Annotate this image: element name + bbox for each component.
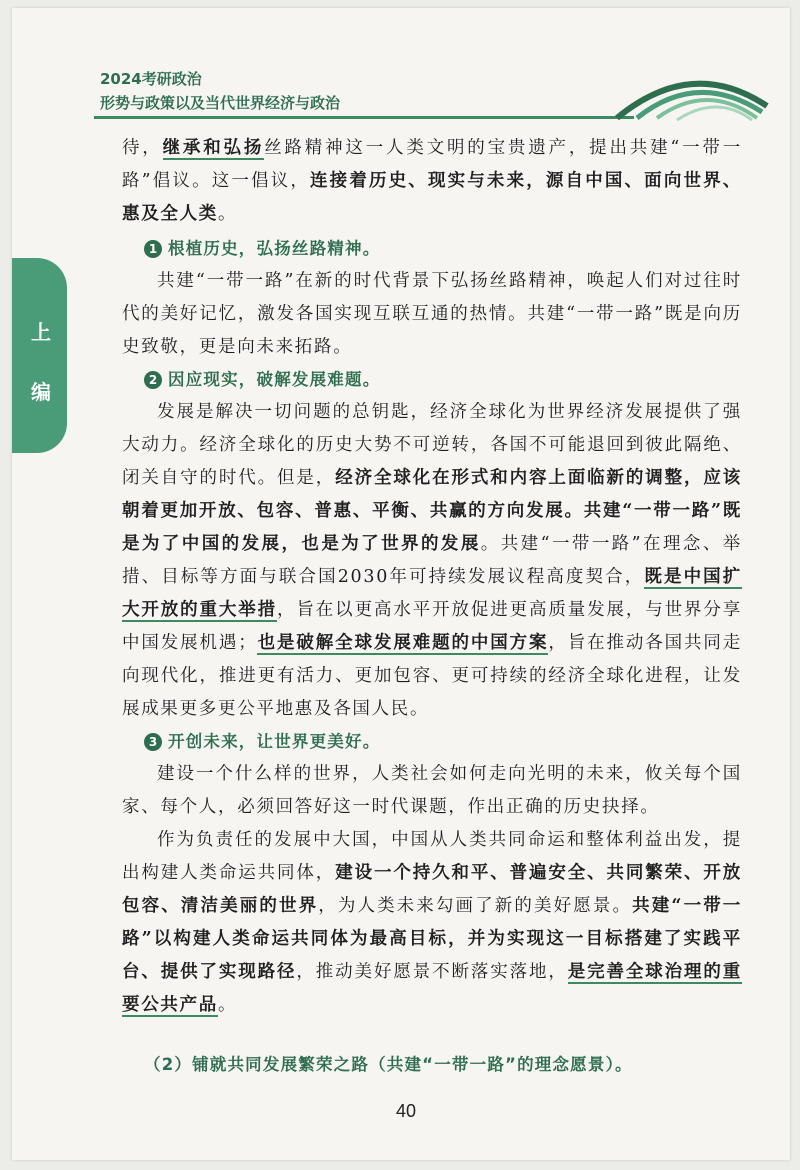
- header-title-line2: 形势与政策以及当代世界经济与政治: [100, 94, 341, 112]
- header-title-line1: 2024考研政治: [100, 70, 202, 88]
- heading-text: 开创未来，让世界更美好。: [168, 732, 381, 751]
- running-header: [82, 66, 762, 122]
- side-section-tab: [12, 258, 67, 453]
- emphasis-run: 也是破解全球发展难题的中国方案: [257, 633, 549, 653]
- section-item-3: [122, 725, 742, 1022]
- text-run: 待，: [122, 138, 163, 158]
- section-item-2: [122, 363, 742, 726]
- item-heading-3: [122, 725, 742, 758]
- item-paragraph-3: 建设一个什么样的世界，人类社会如何走向光明的未来，攸关每个国家、每个人，必须回答好这一时代课题，作出正确的历史抉择。: [122, 764, 742, 817]
- section-item-1: [122, 232, 742, 364]
- heading-text: 根植历史，弘扬丝路精神。: [168, 239, 381, 258]
- emphasis-run: 建设一个持久和平、普遍安全、共同繁荣、开放包容、清洁美丽的世界: [122, 863, 742, 916]
- item-paragraph-4: [122, 824, 742, 1022]
- emphasis-run: 既是中国扩大开放的重大举措: [122, 567, 742, 620]
- section-2-heading: （2）铺就共同发展繁荣之路（共建“一带一路”的理念愿景）。: [144, 1055, 633, 1074]
- text-run: 。: [218, 995, 238, 1015]
- item-heading-2: [122, 363, 742, 396]
- side-tab-char-1: 上: [31, 320, 51, 344]
- text-run: ，旨在以更高水平开放促进更高质量发展，与世界分享中国发展机遇；: [122, 600, 742, 653]
- text-run: 。: [218, 204, 238, 224]
- text-run: 发展是解决一切问题的总钥匙，经济全球化为世界经济发展提供了强大动力。经济全球化的历史大势不可逆转，各国不可能退回到彼此隔绝、闭关自守的时代。但是，: [122, 402, 742, 488]
- paragraph-continuation: [122, 132, 742, 231]
- text-run: 作为负责任的发展中大国，中国从人类共同命运和整体利益出发，提出构建人类命运共同体，: [122, 830, 742, 883]
- book-page: [12, 8, 790, 1160]
- emphasis-run: 继承和弘扬: [162, 138, 265, 158]
- text-run: ，推动美好愿景不断落实落地，: [296, 962, 568, 982]
- header-rule: [94, 116, 634, 119]
- number-badge-2: 2: [144, 371, 162, 389]
- emphasis-run: 共建“一带一路”以构建人类命运共同体为最高目标，并为实现这一目标搭建了实践平台、提供了实现路径: [122, 896, 743, 982]
- text-run: ，为人类未来勾画了新的美好愿景。: [318, 896, 633, 916]
- header-arc-decoration: [612, 66, 772, 122]
- item-paragraph-1: 共建“一带一路”在新的时代背景下弘扬丝路精神，唤起人们对过往时代的美好记忆，激发各国实现互联互通的热情。共建“一带一路”既是向历史致敬，更是向未来拓路。: [122, 271, 742, 357]
- emphasis-run: 连接着历史、现实与未来，源自中国、面向世界、惠及全人类: [122, 171, 742, 224]
- number-badge-3: 3: [144, 733, 162, 751]
- emphasis-run: 经济全球化在形式和内容上面临新的调整，应该朝着更加开放、包容、普惠、平衡、共赢的方向发展。共建“一带一路”既是为了中国的发展，也是为了世界的发展: [122, 468, 742, 554]
- item-paragraph-2: [122, 396, 742, 726]
- number-badge-1: 1: [144, 240, 162, 258]
- section-2-heading-block: [122, 1048, 742, 1081]
- emphasis-run: 是完善全球治理的重要公共产品: [122, 962, 742, 1015]
- item-heading-1: [122, 232, 742, 265]
- heading-text: 因应现实，破解发展难题。: [168, 370, 381, 389]
- text-run: 。共建“一带一路”在理念、举措、目标等方面与联合国2030年可持续发展议程高度契合，: [122, 534, 742, 587]
- text-run: 丝路精神这一人类文明的宝贵遗产，提出共建“一带一路”倡议。这一倡议，: [122, 138, 742, 191]
- side-tab-char-2: 编: [31, 380, 51, 404]
- page-number: 40: [396, 1101, 417, 1121]
- text-run: ，旨在推动各国共同走向现代化，推进更有活力、更加包容、更可持续的经济全球化进程，让发展成果更多更公平地惠及各国人民。: [122, 633, 742, 719]
